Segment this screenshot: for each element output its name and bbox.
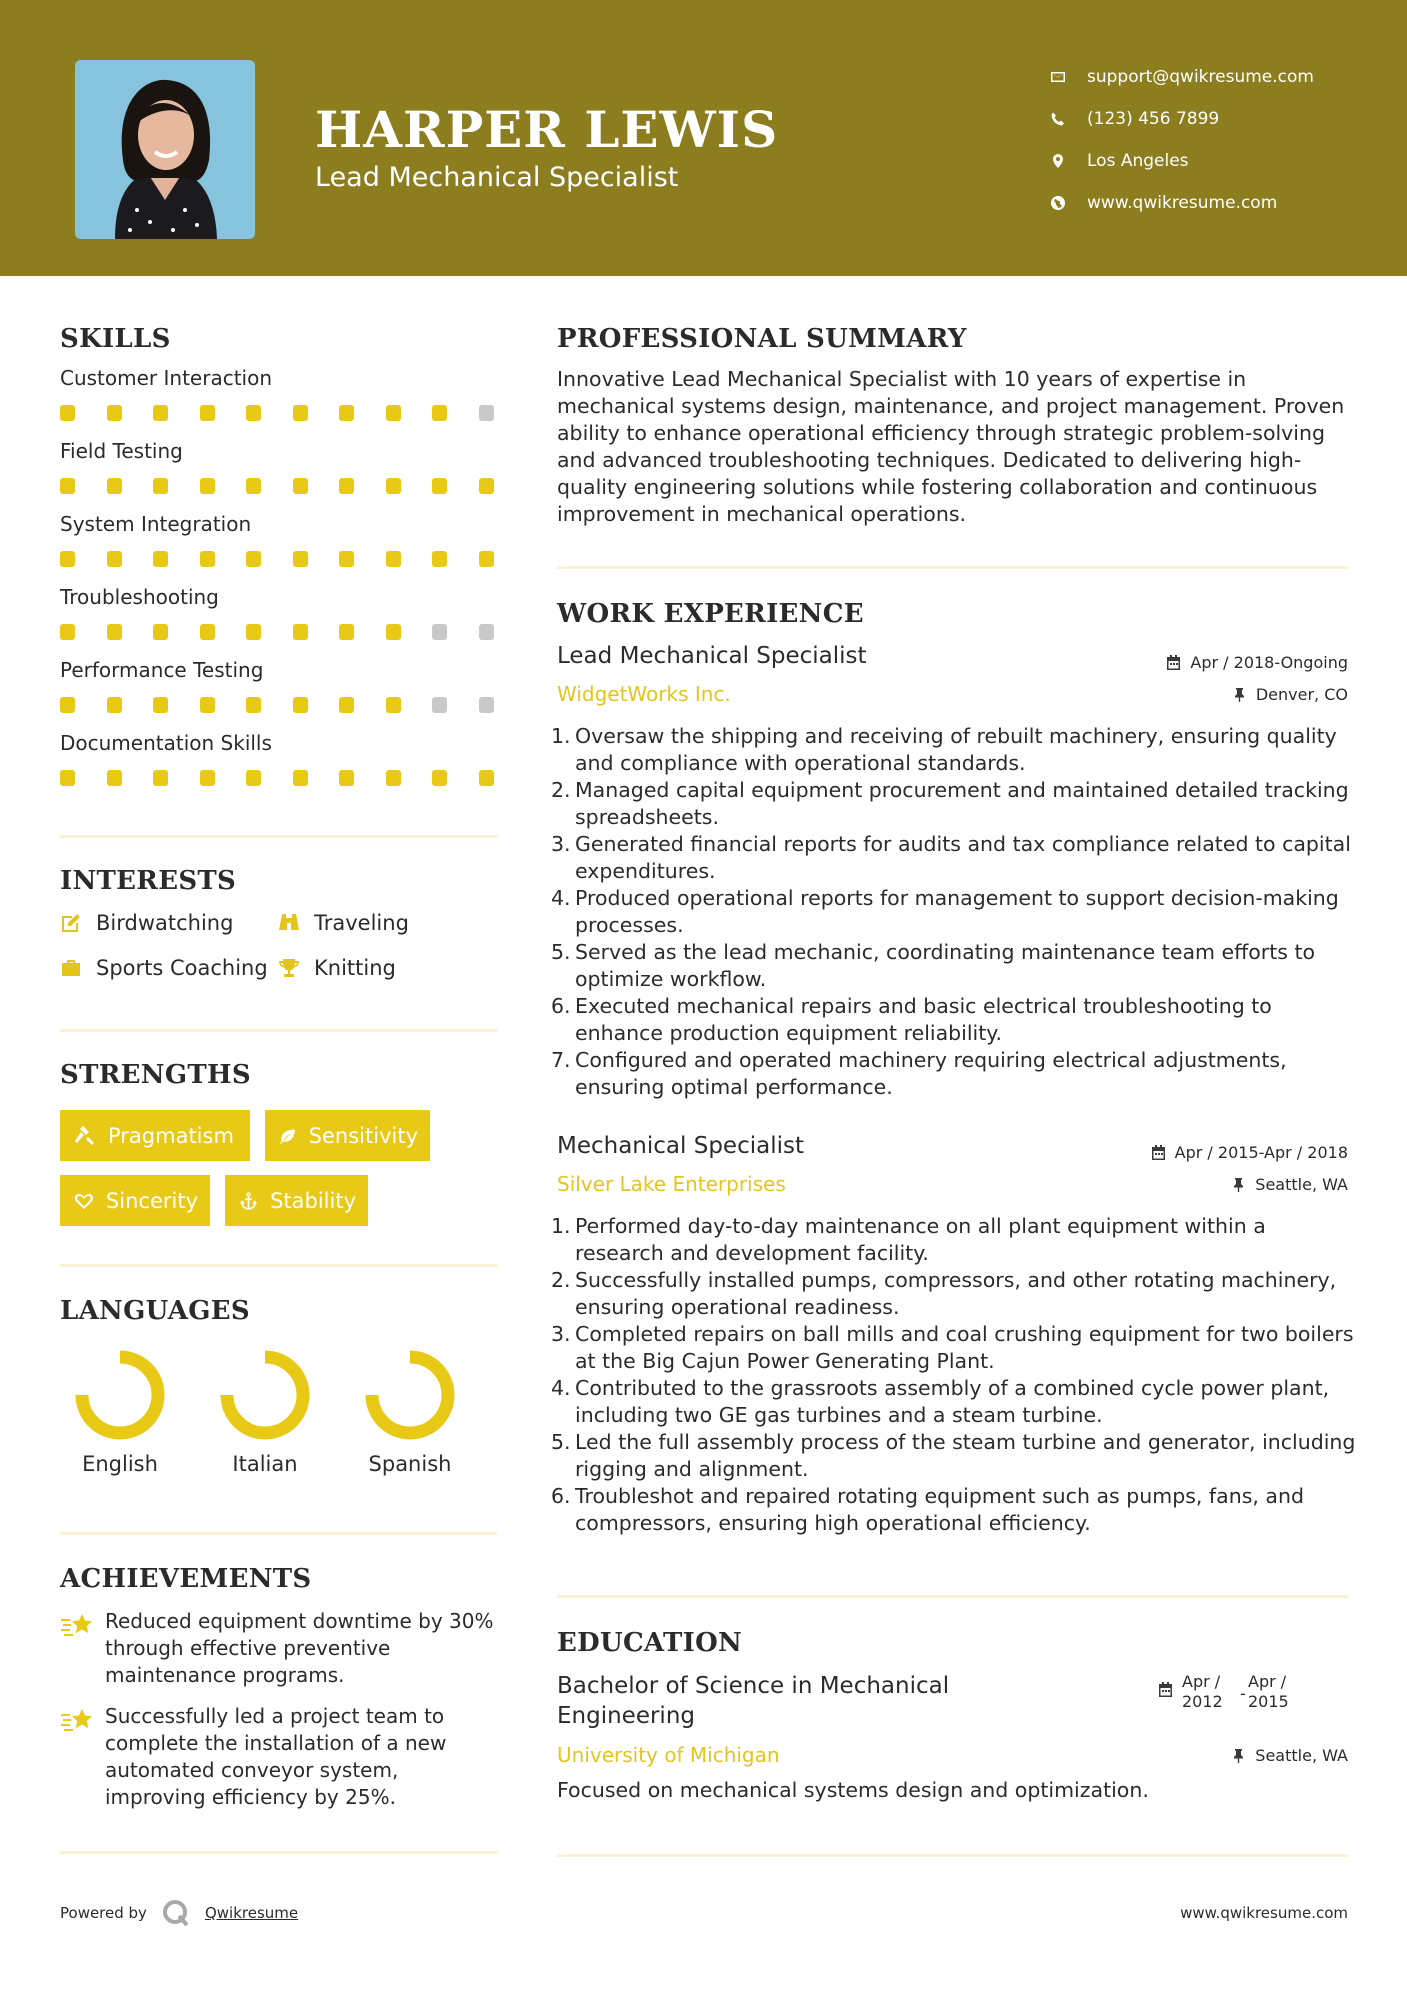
contact-email[interactable] xyxy=(1050,56,1314,98)
job-bullets xyxy=(551,1213,1357,1537)
skill-dot xyxy=(200,770,215,786)
language-ring xyxy=(73,1348,167,1442)
skill-dot xyxy=(293,405,308,421)
pushpin-icon xyxy=(1231,1748,1246,1763)
skill-dot xyxy=(339,405,354,421)
skill-dot xyxy=(200,551,215,567)
education-location xyxy=(1231,1746,1348,1765)
job-location xyxy=(1231,1175,1348,1194)
degree-title: Bachelor of Science in Mechanical Engineering xyxy=(557,1673,950,1729)
experience-heading: WORK EXPERIENCE xyxy=(557,599,864,629)
list-item: 3. Generated financial reports for audits and tax compliance related to capital expenditures. xyxy=(551,832,1351,883)
list-item: 7. Configured and operated machinery requiring electrical adjustments, ensuring optimal performance. xyxy=(551,1048,1287,1099)
skill-name: System Integration xyxy=(60,512,252,536)
skill-dot xyxy=(293,624,308,640)
skill-dot xyxy=(339,624,354,640)
skill-dot xyxy=(432,478,447,494)
leaf-icon xyxy=(279,1125,297,1147)
skill-rating xyxy=(60,624,497,640)
skill-dot xyxy=(153,551,168,567)
list-item: 5. Led the full assembly process of the steam turbine and generator, including rigging and alignment. xyxy=(551,1430,1356,1481)
language-item xyxy=(350,1348,470,1476)
skill-dot xyxy=(339,697,354,713)
skill-dot xyxy=(386,478,401,494)
job-dates xyxy=(1151,1143,1348,1162)
language-ring xyxy=(363,1348,457,1442)
job-dates xyxy=(1166,653,1348,672)
strength-tag xyxy=(225,1175,368,1226)
divider xyxy=(557,566,1348,569)
language-label: Spanish xyxy=(368,1452,452,1476)
job-title: Mechanical Specialist xyxy=(557,1133,804,1159)
list-item: 5. Served as the lead mechanic, coordinating maintenance team efforts to optimize workflow. xyxy=(551,940,1316,991)
skill-dot xyxy=(107,405,122,421)
location-pin-icon xyxy=(1050,153,1087,169)
candidate-title: Lead Mechanical Specialist xyxy=(315,162,679,193)
skill-dot xyxy=(339,478,354,494)
strength-label: Stability xyxy=(270,1188,356,1213)
skill-dot xyxy=(60,697,75,713)
shooting-star-icon xyxy=(60,1705,96,1735)
heart-icon xyxy=(74,1190,94,1212)
school-name: University of Michigan xyxy=(557,1743,780,1767)
skill-dot xyxy=(200,697,215,713)
company-name: WidgetWorks Inc. xyxy=(557,682,731,706)
email-text[interactable]: support@qwikresume.com xyxy=(1087,67,1314,87)
interests-heading: INTERESTS xyxy=(60,866,237,896)
skill-rating xyxy=(60,405,497,421)
job-dates-text: Apr / 2015-Apr / 2018 xyxy=(1174,1143,1348,1162)
interest-label: Sports Coaching xyxy=(96,956,268,980)
summary-text: Innovative Lead Mechanical Specialist with 10 years of expertise in mechanical systems design, maintenance, and project management. Proven ability to enhance operational efficiency through strategic problem-solving and advanced troubleshooting techniques. Dedicated to delivering high-quality engineering solutions while fostering collaboration and continuous improvement in mechanical operations. xyxy=(557,367,1345,526)
language-ring-arc xyxy=(372,1357,448,1433)
email-icon xyxy=(1050,69,1087,85)
skill-dot xyxy=(479,624,494,640)
language-item xyxy=(60,1348,180,1476)
skill-dot xyxy=(246,551,261,567)
skill-dot xyxy=(200,624,215,640)
calendar-icon xyxy=(1166,655,1181,670)
skill-dot xyxy=(479,478,494,494)
language-item xyxy=(205,1348,325,1476)
skill-dot xyxy=(60,478,75,494)
skill-dot xyxy=(293,551,308,567)
trophy-icon xyxy=(278,957,300,979)
summary-heading: PROFESSIONAL SUMMARY xyxy=(557,324,967,354)
divider xyxy=(60,1029,497,1032)
contact-website[interactable] xyxy=(1050,182,1314,224)
skill-dot xyxy=(386,551,401,567)
skill-dot xyxy=(386,624,401,640)
list-item: 2. Managed capital equipment procurement and maintained detailed tracking spreadsheets. xyxy=(551,778,1349,829)
skill-dot xyxy=(60,405,75,421)
job-location-text: Seattle, WA xyxy=(1255,1175,1348,1194)
skill-dot xyxy=(60,770,75,786)
footer-powered-by xyxy=(60,1898,298,1928)
skill-dot xyxy=(432,770,447,786)
divider xyxy=(60,835,497,838)
contact-list xyxy=(1050,56,1314,224)
skill-dot xyxy=(246,770,261,786)
skill-dot xyxy=(107,697,122,713)
shooting-star-icon xyxy=(60,1610,96,1640)
skill-dot xyxy=(293,697,308,713)
skill-rating xyxy=(60,551,497,567)
footer-url[interactable]: www.qwikresume.com xyxy=(1180,1904,1348,1922)
skill-dot xyxy=(246,697,261,713)
strength-label: Pragmatism xyxy=(108,1123,234,1148)
skill-dot xyxy=(479,697,494,713)
job-title: Lead Mechanical Specialist xyxy=(557,643,867,669)
phone-text[interactable]: (123) 456 7899 xyxy=(1087,109,1220,129)
achievements-heading: ACHIEVEMENTS xyxy=(60,1564,312,1594)
list-item: 6. Executed mechanical repairs and basic electrical troubleshooting to enhance production equipment reliability. xyxy=(551,994,1272,1045)
job-location xyxy=(1232,685,1348,704)
skill-dot xyxy=(107,478,122,494)
skill-dot xyxy=(432,551,447,567)
skill-dot xyxy=(339,770,354,786)
skill-dot xyxy=(107,551,122,567)
skill-dot xyxy=(293,770,308,786)
skill-dot xyxy=(246,624,261,640)
skill-name: Documentation Skills xyxy=(60,731,272,755)
pushpin-icon xyxy=(1232,687,1247,702)
skill-dot xyxy=(432,624,447,640)
strength-tag xyxy=(60,1175,210,1226)
skill-dot xyxy=(293,478,308,494)
skill-dot xyxy=(60,551,75,567)
skill-dot xyxy=(200,405,215,421)
education-description: Focused on mechanical systems design and optimization. xyxy=(557,1778,1149,1802)
skill-name: Performance Testing xyxy=(60,658,264,682)
skill-dot xyxy=(153,405,168,421)
skill-dot xyxy=(479,551,494,567)
strengths-heading: STRENGTHS xyxy=(60,1060,251,1090)
job-location-text: Denver, CO xyxy=(1255,685,1348,704)
contact-location xyxy=(1050,140,1314,182)
achievement-text: Successfully led a project team to complete the installation of a new automated conveyor system, improving efficiency by 25%. xyxy=(105,1704,447,1809)
divider xyxy=(557,1595,1348,1598)
skill-name: Troubleshooting xyxy=(60,585,219,609)
interest-item xyxy=(278,911,409,935)
skill-dot xyxy=(386,405,401,421)
achievement-item xyxy=(60,1703,500,1811)
skill-dot xyxy=(153,697,168,713)
education-dates: Apr / 2012 - Apr / 2015 xyxy=(1158,1672,1289,1712)
divider xyxy=(557,1854,1348,1857)
skill-dot xyxy=(60,624,75,640)
binoculars-icon xyxy=(278,912,300,934)
skill-dot xyxy=(153,478,168,494)
skill-dot xyxy=(200,478,215,494)
interest-item xyxy=(60,911,233,935)
list-item: 1. Performed day-to-day maintenance on all plant equipment within a research and development facility. xyxy=(551,1214,1266,1265)
strength-tag xyxy=(60,1110,250,1161)
skill-dot xyxy=(339,551,354,567)
language-ring-arc xyxy=(82,1357,158,1433)
contact-phone[interactable] xyxy=(1050,98,1314,140)
skill-dot xyxy=(386,697,401,713)
skill-rating xyxy=(60,478,497,494)
list-item: 1. Oversaw the shipping and receiving of rebuilt machinery, ensuring quality and compliance with operational standards. xyxy=(551,724,1337,775)
company-name: Silver Lake Enterprises xyxy=(557,1172,786,1196)
profile-photo xyxy=(75,60,255,239)
interest-label: Knitting xyxy=(314,956,396,980)
list-item: 2. Successfully installed pumps, compressors, and other rotating machinery, ensuring operational readiness. xyxy=(551,1268,1337,1319)
powered-by-text: Powered by xyxy=(60,1904,147,1922)
interest-label: Birdwatching xyxy=(96,911,234,935)
skill-dot xyxy=(246,405,261,421)
skill-name: Field Testing xyxy=(60,439,183,463)
pushpin-icon xyxy=(1231,1177,1246,1192)
skill-dot xyxy=(246,478,261,494)
list-item: 4. Contributed to the grassroots assembly of a combined cycle power plant, including two GE gas turbines and a steam turbine. xyxy=(551,1376,1330,1427)
phone-icon xyxy=(1050,111,1087,127)
skill-rating xyxy=(60,770,497,786)
brand-link[interactable]: Qwikresume xyxy=(204,1904,299,1922)
location-text: Los Angeles xyxy=(1087,151,1189,171)
gavel-icon xyxy=(74,1125,96,1147)
skill-dot xyxy=(432,405,447,421)
skill-dot xyxy=(153,770,168,786)
achievement-item xyxy=(60,1608,500,1689)
divider xyxy=(60,1264,497,1267)
website-text[interactable]: www.qwikresume.com xyxy=(1087,193,1278,213)
calendar-icon xyxy=(1158,1682,1173,1697)
list-item: 3. Completed repairs on ball mills and coal crushing equipment for two boilers at the Big Cajun Power Generating Plant. xyxy=(551,1322,1354,1373)
briefcase-icon xyxy=(60,957,82,979)
job-dates-text: Apr / 2018-Ongoing xyxy=(1190,653,1348,672)
header-banner xyxy=(0,0,1407,276)
strength-label: Sincerity xyxy=(105,1188,198,1213)
list-item: 6. Troubleshot and repaired rotating equipment such as pumps, fans, and compressors, ensuring high operational efficiency. xyxy=(551,1484,1304,1535)
list-item: 4. Produced operational reports for management to support decision-making processes. xyxy=(551,886,1339,937)
language-ring xyxy=(218,1348,312,1442)
skill-dot xyxy=(107,770,122,786)
skill-dot xyxy=(386,770,401,786)
languages-heading: LANGUAGES xyxy=(60,1296,250,1326)
language-label: Italian xyxy=(232,1452,298,1476)
job-bullets xyxy=(551,723,1357,1101)
divider xyxy=(60,1851,497,1854)
strength-label: Sensitivity xyxy=(308,1123,418,1148)
divider xyxy=(60,1532,497,1535)
achievement-text: Reduced equipment downtime by 30% through effective preventive maintenance programs. xyxy=(105,1609,494,1687)
strength-tag xyxy=(265,1110,430,1161)
calendar-icon xyxy=(1151,1145,1166,1160)
interest-label: Traveling xyxy=(314,911,409,935)
skill-dot xyxy=(479,770,494,786)
interest-item xyxy=(60,956,268,980)
anchor-icon xyxy=(239,1190,258,1212)
language-ring-arc xyxy=(227,1357,303,1433)
globe-icon xyxy=(1050,195,1087,211)
skill-dot xyxy=(479,405,494,421)
education-location-text: Seattle, WA xyxy=(1255,1746,1348,1765)
skill-rating xyxy=(60,697,497,713)
language-label: English xyxy=(82,1452,158,1476)
skill-name: Customer Interaction xyxy=(60,366,273,390)
qwikresume-logo-icon xyxy=(161,1898,191,1928)
skill-dot xyxy=(432,697,447,713)
candidate-name: HARPER LEWIS xyxy=(315,100,779,159)
education-heading: EDUCATION xyxy=(557,1628,743,1658)
interest-item xyxy=(278,956,396,980)
skill-dot xyxy=(153,624,168,640)
skills-heading: SKILLS xyxy=(60,324,171,354)
skill-dot xyxy=(107,624,122,640)
pencil-icon xyxy=(60,912,82,934)
